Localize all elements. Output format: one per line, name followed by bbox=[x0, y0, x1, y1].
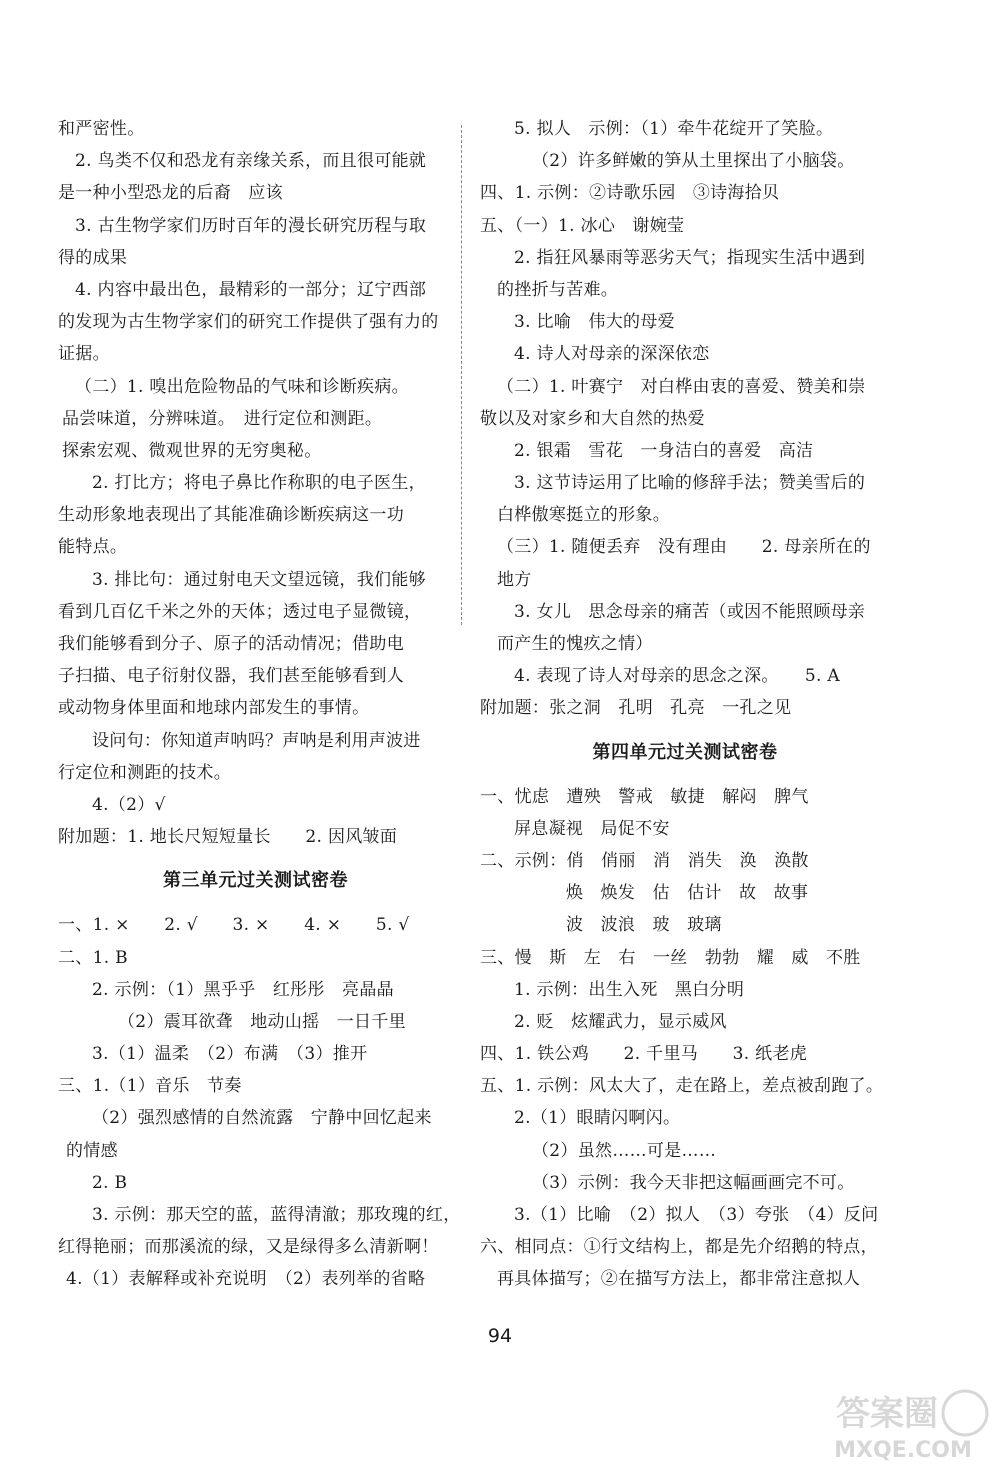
answer-line: 我们能够看到分子、原子的活动情况；借助电 bbox=[58, 634, 404, 654]
page-number: 94 bbox=[487, 1325, 513, 1347]
answer-line: 5. 拟人 示例：（1）牵牛花绽开了笑脸。 bbox=[514, 119, 834, 139]
answer-line: 品尝味道，分辨味道。 进行定位和测距。 bbox=[62, 408, 383, 429]
answer-line: 六、相同点：①行文结构上，都是先介绍鹅的特点， bbox=[480, 1237, 878, 1258]
answer-line: 2. 指狂风暴雨等恶劣天气；指现实生活中遇到 bbox=[514, 247, 866, 268]
column-divider bbox=[461, 125, 462, 625]
answer-line: （二）1. 嗅出危险物品的气味和诊断疾病。 bbox=[75, 376, 409, 397]
answer-line: 的发现为古生物学家们的研究工作提供了强有力的 bbox=[58, 312, 439, 333]
answer-line: 证据。 bbox=[58, 344, 110, 365]
answer-line: 的情感 bbox=[66, 1140, 118, 1161]
watermark-url: MXQE.COM bbox=[834, 1438, 972, 1463]
answer-line: （2）虽然……可是…… bbox=[532, 1140, 717, 1161]
answer-line: 3. 这节诗运用了比喻的修辞手法；赞美雪后的 bbox=[514, 473, 866, 494]
answer-line: 3.（1）比喻 （2）拟人 （3）夸张 （4）反问 bbox=[514, 1205, 879, 1225]
section-heading: 第三单元过关测试密卷 bbox=[163, 870, 348, 892]
answer-line: 屏息凝视 局促不安 bbox=[514, 818, 670, 839]
answer-line: 波 波浪 玻 玻璃 bbox=[566, 915, 722, 936]
answer-line: 四、1. 铁公鸡 2. 千里马 3. 纸老虎 bbox=[480, 1044, 808, 1065]
answer-line: 2.（1）眼睛闪啊闪。 bbox=[514, 1108, 681, 1129]
answer-line: 4. 内容中最出色，最精彩的一部分；辽宁西部 bbox=[75, 279, 427, 300]
answer-line: 的挫折与苦难。 bbox=[497, 279, 619, 300]
answer-line: 一、1. × 2. √ 3. × 4. × 5. √ bbox=[58, 915, 410, 936]
answer-line: 4. 表现了诗人对母亲的思念之深。 5. A bbox=[514, 666, 840, 687]
answer-line: 3.（1）温柔 （2）布满 （3）推开 bbox=[92, 1044, 368, 1065]
answer-line: 2. 贬 炫耀武力，显示威风 bbox=[514, 1011, 727, 1032]
answer-line: 附加题：1. 地长尺短短量长 2. 因风皱面 bbox=[58, 827, 398, 848]
answer-line: 四、1. 示例：②诗歌乐园 ③诗海拾贝 bbox=[480, 183, 780, 204]
answer-line: 敬以及对家乡和大自然的热爱 bbox=[480, 408, 705, 429]
answer-line: 焕 焕发 估 估计 故 故事 bbox=[566, 883, 809, 904]
right-column bbox=[480, 113, 890, 1296]
watermark-text: 答案圈 bbox=[836, 1394, 938, 1434]
answer-line: 是一种小型恐龙的后裔 应该 bbox=[58, 183, 283, 204]
answer-line: 五、（一）1. 冰心 谢婉莹 bbox=[480, 215, 685, 236]
watermark-circle-icon bbox=[943, 1391, 987, 1435]
answer-line: 行定位和测距的技术。 bbox=[58, 762, 231, 783]
watermark-logo bbox=[815, 1385, 995, 1465]
answer-line: 五、1. 示例：风太大了，走在路上，差点被刮跑了。 bbox=[480, 1076, 884, 1097]
answer-line: 2. 示例：（1）黑乎乎 红彤彤 亮晶晶 bbox=[92, 979, 394, 1000]
answer-line: 一、忧虑 遭殃 警戒 敏捷 解闷 脾气 bbox=[480, 786, 809, 807]
answer-line: 三、慢 斯 左 右 一丝 勃勃 耀 威 不胜 bbox=[480, 947, 861, 968]
answer-line: （2）震耳欲聋 地动山摇 一日千里 bbox=[118, 1011, 406, 1032]
answer-line: 三、1.（1）音乐 节奏 bbox=[58, 1076, 242, 1097]
answer-line: 2. B bbox=[92, 1172, 128, 1193]
answer-line: 而产生的愧疚之情） bbox=[497, 634, 653, 654]
answer-line: （2）许多鲜嫩的笋从土里探出了小脑袋。 bbox=[532, 151, 855, 172]
answer-line: （三）1. 随便丢弃 没有理由 2. 母亲所在的 bbox=[497, 537, 871, 558]
answer-line: （2）强烈感情的自然流露 宁静中回忆起来 bbox=[92, 1108, 432, 1129]
answer-line: 探索宏观、微观世界的无穷奥秘。 bbox=[62, 440, 322, 461]
answer-line: 3. 比喻 伟大的母爱 bbox=[514, 312, 675, 333]
answer-line: 3. 排比句：通过射电天文望远镜，我们能够 bbox=[92, 569, 426, 590]
answer-line: 或动物身体里面和地球内部发生的事情。 bbox=[58, 698, 370, 719]
answer-line: 和严密性。 bbox=[58, 119, 145, 139]
answer-line: 3. 示例：那天空的蓝，蓝得清澈；那玫瑰的红， bbox=[92, 1205, 461, 1225]
answer-line: 1. 示例：出生入死 黑白分明 bbox=[514, 979, 745, 1000]
answer-line: 红得艳丽；而那溪流的绿，又是绿得多么清新啊！ bbox=[58, 1237, 439, 1258]
answer-line: （二）1. 叶赛宁 对白桦由衷的喜爱、赞美和崇 bbox=[497, 376, 866, 397]
answer-line: 看到几百亿千米之外的天体；透过电子显微镜， bbox=[58, 601, 422, 622]
answer-line: 能特点。 bbox=[58, 537, 128, 558]
answer-line: 再具体描写；②在描写方法上，都非常注意拟人 bbox=[497, 1269, 861, 1290]
answer-line: 2. 鸟类不仅和恐龙有亲缘关系，而且很可能就 bbox=[75, 151, 427, 172]
answer-line: 附加题：张之洞 孔明 孔亮 一孔之见 bbox=[480, 698, 792, 719]
answer-line: 二、1. B bbox=[58, 947, 128, 968]
answer-line: 2. 银霜 雪花 一身洁白的喜爱 高洁 bbox=[514, 440, 814, 461]
answer-line: 4. 诗人对母亲的深深依恋 bbox=[514, 344, 710, 365]
answer-line: 2. 打比方；将电子鼻比作称职的电子医生， bbox=[92, 473, 426, 494]
answer-line: 4.（1）表解释或补充说明 （2）表列举的省略 bbox=[66, 1269, 426, 1290]
answer-line: 得的成果 bbox=[58, 247, 128, 268]
answer-line: 生动形象地表现出了其能准确诊断疾病这一功 bbox=[58, 505, 404, 526]
answer-line: 二、示例：俏 俏丽 消 消失 涣 涣散 bbox=[480, 850, 809, 871]
answer-line: 4.（2）√ bbox=[92, 794, 166, 815]
left-column bbox=[58, 113, 461, 1296]
answer-line: 白桦傲寒挺立的形象。 bbox=[497, 505, 670, 526]
answer-line: 子扫描、电子衍射仪器，我们甚至能够看到人 bbox=[58, 666, 404, 687]
answer-line: 3. 女儿 思念母亲的痛苦（或因不能照顾母亲 bbox=[514, 601, 866, 622]
section-heading: 第四单元过关测试密卷 bbox=[592, 741, 778, 763]
answer-line: 3. 古生物学家们历时百年的漫长研究历程与取 bbox=[75, 215, 427, 236]
answer-line: 地方 bbox=[497, 569, 532, 590]
answer-line: （3）示例：我今天非把这幅画画完不可。 bbox=[532, 1172, 855, 1193]
answer-line: 设问句：你知道声呐吗？声呐是利用声波进 bbox=[92, 730, 421, 751]
